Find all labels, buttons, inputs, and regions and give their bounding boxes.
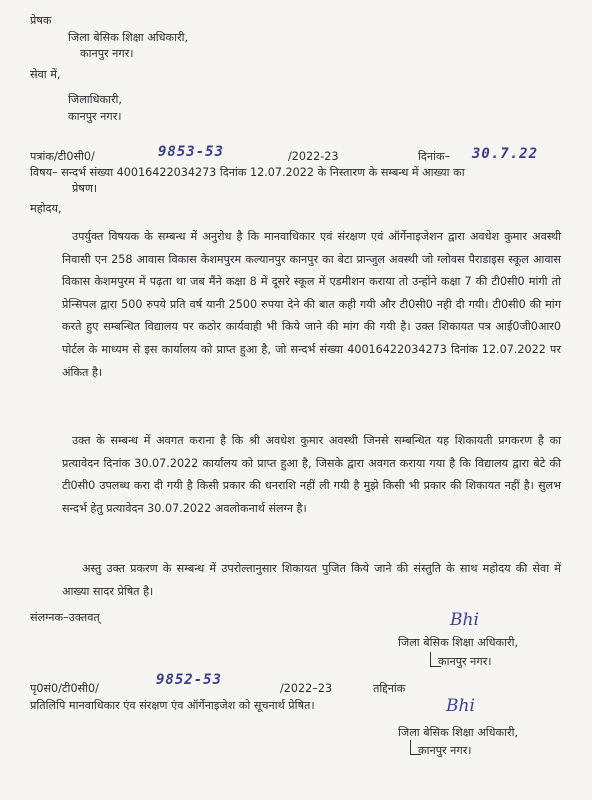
subject-line-1: विषय– सन्दर्भ संख्या 40016422034273 दिनांक 12.07.2022 के निस्तारण के सम्बन्ध में आख्या का [30, 166, 465, 179]
signature-bracket-2 [410, 740, 421, 755]
recipient-place: कानपुर नगर। [68, 110, 122, 123]
copy-reference-label: पृ0सं0/टी0सी0/ [30, 682, 99, 695]
date-handwritten: 30.7.22 [472, 146, 539, 162]
salutation: महोदय, [30, 202, 62, 215]
reference-label: पत्रांक/टी0सी0/ [30, 150, 95, 163]
signatory-title-2: जिला बेसिक शिक्षा अधिकारी, [398, 726, 519, 739]
sender-place: कानपुर नगर। [80, 47, 134, 60]
signatory-place-1: कानपुर नगर। [438, 655, 492, 668]
copy-to-line: प्रतिलिपि मानवाधिकार एंव संरक्षण एंव ऑर्गेनाइजेश को सूचनार्थ प्रेषित। [30, 699, 315, 712]
copy-reference-number-handwritten: 9852-53 [156, 672, 223, 688]
body-paragraph-3: अस्तु उक्त प्रकरण के सम्बन्ध में उपरोल्तानुसार शिकायत पुजित किये जाने की संस्तुति के साथ महोदय की सेवा में आख्या सादर प्रेषित है। [62, 562, 561, 598]
body-paragraph-1: उपर्युक्त विषयक के सम्बन्ध में अनुरोध है कि मानवाधिकार एवं संरक्षण एवं ऑर्गेनाइजेशन द्वारा अवधेश कुमार अवस्थी निवासी एन 258 आवास विकास केशमपुरम कल्यानपुर कानपुर का बेटा प्रान्जुल अवस्थी जो ग्लोवस पैराडाइस स्कूल आवास विकास केशमपुरम में पढ़ता था जब मैंने कक्षा 8 में दूसरे स्कूल में एडमीशन कराया तो उन्होंने कक्षा 7 की टी0सी0 मांगी तो प्रेन्सिपल द्वारा 500 रुपये प्रति वर्ष यानी 2500 रुपया देने की बात कही गयी और टी0सी0 नही दी गयी। टी0सी0 की मांग करते हुए सम्बन्धित विद्यालय पर कठोर कार्यवाही भी किये जाने की मांग की गयी है। उक्त शिकायत पत्र आई0जी0आर0 पोर्टल के माध्यम से इस कार्यालय को प्राप्त हुआ है, जो सन्दर्भ संख्या 40016422034273 दिनांक 12.07.2022 पर अंकित है। [62, 230, 561, 379]
signatory-place-2: कानपुर नगर। [418, 744, 472, 757]
date-label: दिनांक– [418, 150, 451, 163]
subject-line-2: प्रेषण। [72, 182, 98, 195]
signature-bracket-1 [430, 652, 441, 667]
sender-designation: जिला बेसिक शिक्षा अधिकारी, [68, 31, 189, 44]
sender-label: प्रेषक [30, 14, 52, 27]
copy-date-label: तद्दिनांक [373, 682, 406, 695]
recipient-designation: जिलाधिकारी, [68, 93, 122, 106]
reference-year: /2022-23 [288, 150, 339, 163]
recipient-label: सेवा में, [30, 68, 61, 81]
enclosure-note: संलग्नक–उक्तवत् [30, 611, 100, 624]
signature-mark-1: Bhi [450, 610, 479, 630]
body-paragraph-2: उक्त के सम्बन्ध में अवगत कराना है कि श्री अवधेश कुमार अवस्थी जिनसे सम्बन्धित यह शिकायती प्रगकरण है का प्रत्यावेदन दिनांक 30.07.2022 कार्यालय को प्राप्त हुआ है, जिसके द्वारा अवगत कराया गया है कि विद्यालय द्वारा बेटे की टी0सी0 उपलब्ध करा दी गयी है किसी प्रकार की धनराशि नहीं ली गयी है मुझे किसी भी प्रकार की शिकायत नहीं है। सुलभ सन्दर्भ हेतु प्रत्यावेदन 30.07.2022 अवलोकनार्थ संलग्न है। [62, 434, 561, 515]
reference-number-handwritten: 9853-53 [158, 144, 225, 160]
copy-reference-year: /2022–23 [280, 682, 333, 695]
signature-mark-2: Bhi [446, 696, 475, 716]
signatory-title-1: जिला बेसिक शिक्षा अधिकारी, [398, 636, 519, 649]
